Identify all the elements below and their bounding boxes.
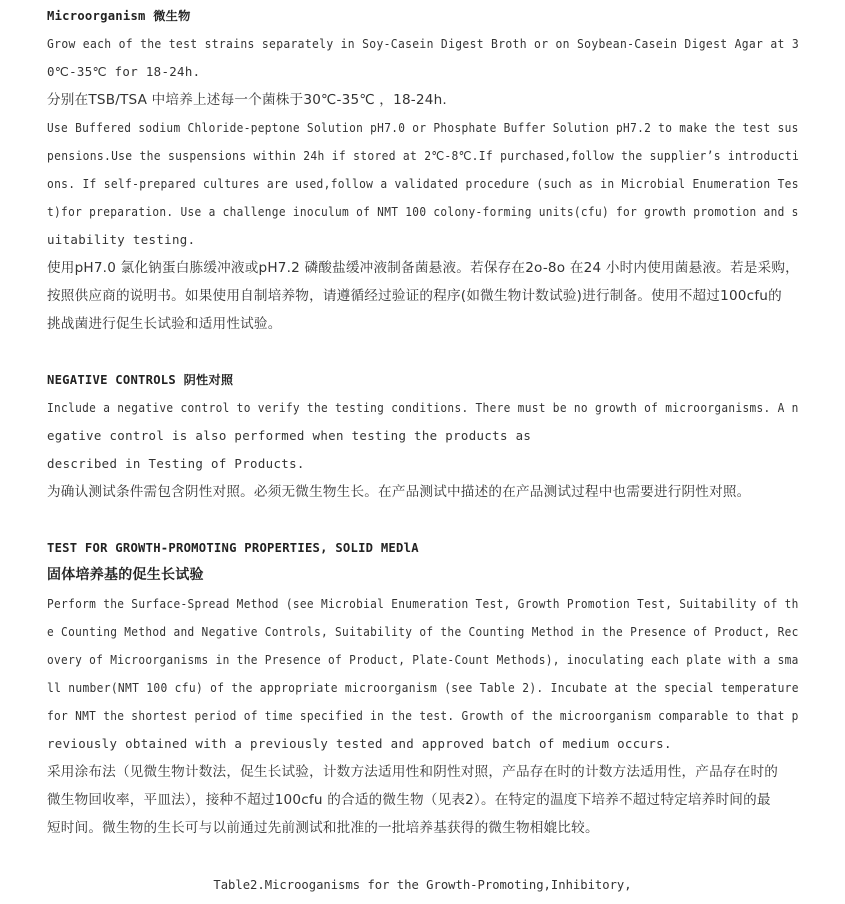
section-heading-growth-promoting: TEST FOR GROWTH-PROMOTING PROPERTIES, SOLID MEDlA <box>47 541 419 555</box>
paragraph-line-zh: 采用涂布法（见微生物计数法，促生长试验，计数方法适用性和阴性对照，产品存在时的计数方法适用性，产品存在时的 <box>47 764 779 780</box>
section-heading-microorganism: Microorganism 微生物 <box>47 9 191 23</box>
paragraph-line-zh: 挑战菌进行促生长试验和适用性试验。 <box>47 316 282 332</box>
paragraph-line: e Counting Method and Negative Controls, Suitability of the Counting Method in the Presence of Product, Rec <box>47 624 799 639</box>
section-heading-zh: 固体培养基的促生长试验 <box>47 567 204 583</box>
paragraph-line: Grow each of the test strains separately in Soy-Casein Digest Broth or on Soybean-Casein Digest Agar at 3 <box>47 36 800 51</box>
paragraph-line: reviously obtained with a previously tested and approved batch of medium occurs. <box>47 736 672 751</box>
table-caption: Table2.Microoganisms for the Growth-Promoting,Inhibitory, <box>213 878 632 892</box>
paragraph-line: overy of Microorganisms in the Presence of Product, Plate-Count Methods), inoculating each plate with a sma <box>47 652 799 667</box>
section-heading-negative-controls: NEGATIVE CONTROLS 阴性对照 <box>47 373 234 387</box>
paragraph-line: for NMT the shortest period of time specified in the test. Growth of the microorganism comparable to that p <box>47 708 799 723</box>
paragraph-line: uitability testing. <box>47 232 196 247</box>
paragraph-line: described in Testing of Products. <box>47 456 305 471</box>
paragraph-line-zh: 为确认测试条件需包含阴性对照。必须无微生物生长。在产品测试中描述的在产品测试过程中也需要进行阴性对照。 <box>47 484 751 500</box>
paragraph-line: t)for preparation. Use a challenge inoculum of NMT 100 colony-forming units(cfu) for growth promotion and s <box>47 204 799 219</box>
paragraph-line: Include a negative control to verify the testing conditions. There must be no growth of microorganisms. A n <box>47 400 799 415</box>
paragraph-line: egative control is also performed when testing the products as <box>47 428 532 443</box>
paragraph-line-zh: 分别在TSB/TSA 中培养上述每一个菌株于30℃-35℃ ，18-24h. <box>47 92 447 108</box>
paragraph-line-zh: 短时间。微生物的生长可与以前通过先前测试和批准的一批培养基获得的微生物相媲比较。 <box>47 820 599 836</box>
paragraph-line-zh: 按照供应商的说明书。如果使用自制培养物，请遵循经过验证的程序(如微生物计数试验)进行制备。使用不超过100cfu的 <box>47 288 782 304</box>
paragraph-line: 0℃-35℃ for 18-24h. <box>47 64 201 79</box>
paragraph-line: ons. If self-prepared cultures are used,follow a validated procedure (such as in Microbial Enumeration Tes <box>47 176 799 191</box>
paragraph-line: Use Buffered sodium Chloride-peptone Solution pH7.0 or Phosphate Buffer Solution pH7.2 to make the test sus <box>47 120 799 135</box>
paragraph-line-zh: 微生物回收率，平皿法），接种不超过100cfu 的合适的微生物（见表2）。在特定的温度下培养不超过特定培养时间的最 <box>47 792 771 808</box>
paragraph-line: Perform the Surface-Spread Method (see Microbial Enumeration Test, Growth Promotion Test, Suitability of th <box>47 596 799 611</box>
paragraph-line: ll number(NMT 100 cfu) of the appropriate microorganism (see Table 2). Incubate at the special temperature <box>47 680 799 695</box>
paragraph-line-zh: 使用pH7.0 氯化钠蛋白胨缓冲液或pH7.2 磷酸盐缓冲液制备菌悬液。若保存在2o-8o 在24 小时内使用菌悬液。若是采购， <box>47 260 799 276</box>
paragraph-line: pensions.Use the suspensions within 24h if stored at 2℃-8℃.If purchased,follow the supplier’s introducti <box>47 148 800 163</box>
